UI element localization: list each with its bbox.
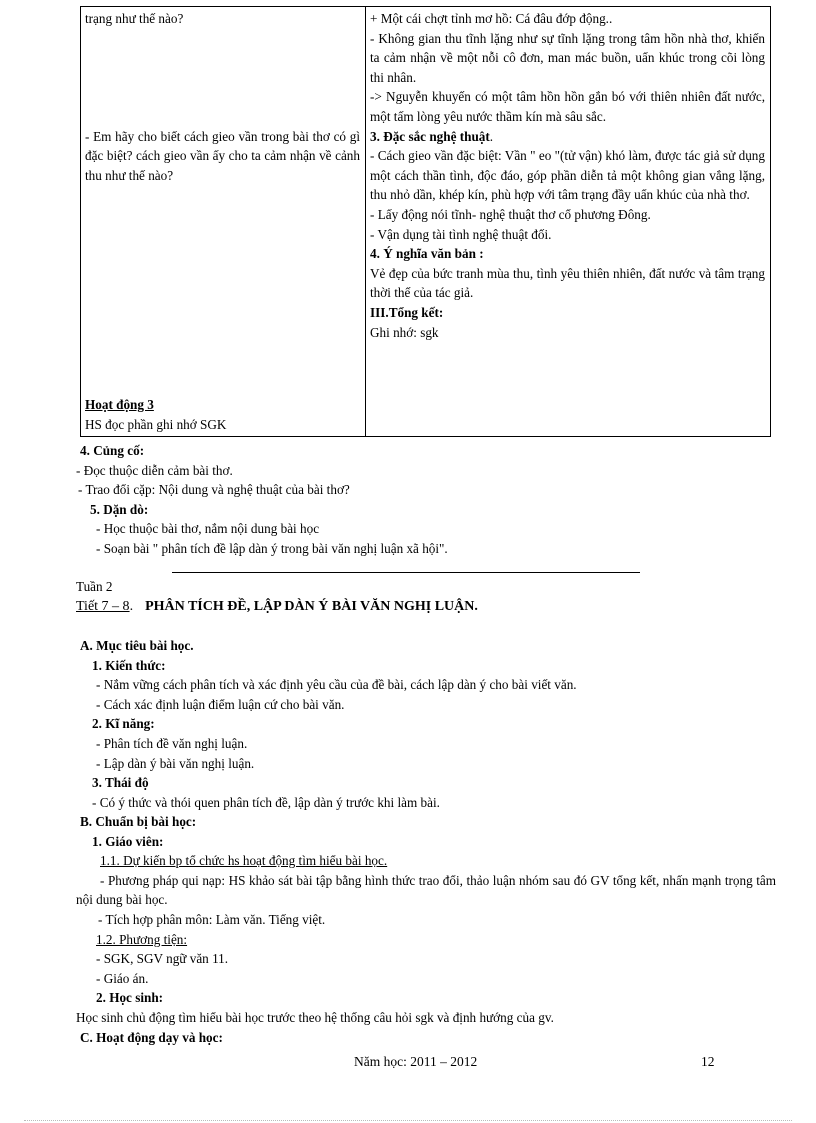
content-line: - Vận dụng tài tình nghệ thuật đối. <box>370 226 552 242</box>
lesson-header <box>76 577 478 616</box>
homework-item: - Học thuộc bài thơ, nắm nội dung bài học <box>96 521 320 537</box>
homework-heading: 5. Dặn dò: <box>90 501 149 517</box>
teacher-heading: 1. Giáo viên: <box>92 833 164 849</box>
section-a-heading: A. Mục tiêu bài học. <box>80 638 194 653</box>
activity-text: HS đọc phần ghi nhớ SGK <box>85 416 227 432</box>
teacher-paragraph: - Tích hợp phân môn: Làm văn. Tiếng việt. <box>98 911 326 927</box>
content-column <box>366 7 771 437</box>
teacher-subheading: 1.1. Dự kiến bp tổ chức hs hoạt động tìm hiểu bài học. <box>100 853 388 869</box>
content-line: - Cách gieo vần đặc biệt: Vần " eo "(tử vận) khó làm, được tác giả sử dụng một cách thần tình, độc đáo, góp phần diễn tả một không gian vắng lặng, thu nhỏ dần, khép kín, phù hợp với tâm trạng đầy uẩn khúc của nhà thơ. <box>370 148 765 203</box>
attitude-heading: 3. Thái độ <box>92 775 149 791</box>
knowledge-heading: 1. Kiến thức: <box>92 657 166 673</box>
consolidation-section <box>76 441 448 559</box>
period-dot: . <box>129 598 134 614</box>
section-heading: III.Tổng kết: <box>370 304 444 320</box>
section-heading: 4. Ý nghĩa văn bản : <box>370 246 484 262</box>
content-line: Vẻ đẹp của bức tranh mùa thu, tình yêu thiên nhiên, đất nước và tâm trạng thời thế của tác giả. <box>370 265 765 301</box>
teacher-column <box>81 7 366 437</box>
footer-page-number: 12 <box>701 1054 715 1069</box>
content-line: Ghi nhớ: sgk <box>370 324 439 340</box>
heading-dot: . <box>489 128 494 144</box>
consolidation-item: - Trao đổi cặp: Nội dung và nghệ thuật của bài thơ? <box>78 482 350 498</box>
student-heading: 2. Học sinh: <box>96 990 164 1006</box>
content-line: -> Nguyễn khuyến có một tâm hồn hồn gắn bó với thiên nhiên đất nước, một tấm lòng yêu nước thầm kín mà sâu sắc. <box>370 89 765 124</box>
activity-heading: Hoạt động 3 <box>85 397 154 413</box>
table-row <box>81 7 771 437</box>
lesson-title: PHÂN TÍCH ĐỀ, LẬP DÀN Ý BÀI VĂN NGHỊ LUẬN. <box>145 598 478 614</box>
student-text: Học sinh chủ động tìm hiểu bài học trước theo hệ thống câu hỏi sgk và định hướng của gv. <box>76 1009 554 1025</box>
section-b <box>76 812 776 1047</box>
teacher-subheading: 1.2. Phương tiện: <box>96 931 188 947</box>
question-2: - Em hãy cho biết cách gieo vần trong bài thơ có gì đặc biệt? cách gieo vần ấy cho ta cảm nhận về cảnh thu như thế nào? <box>85 128 360 183</box>
week-label: Tuần 2 <box>76 579 113 594</box>
section-b-heading: B. Chuẩn bị bài học: <box>80 814 197 829</box>
divider <box>172 572 640 573</box>
knowledge-item: - Cách xác định luận điểm luận cứ cho bài văn. <box>96 696 345 712</box>
footer-school-year: Năm học: 2011 – 2012 <box>354 1054 478 1069</box>
section-heading: 3. Đặc sắc nghệ thuật <box>370 128 490 144</box>
content-line: - Không gian thu tĩnh lặng như sự tĩnh lặng trong tâm hồn nhà thơ, khiến ta cảm nhận về một nỗi cô đơn, man mác buồn, uẩn khúc trong cõi lòng thi nhân. <box>370 30 765 85</box>
skills-heading: 2. Kĩ năng: <box>92 716 155 732</box>
homework-item: - Soạn bài " phân tích đề lập dàn ý trong bài văn nghị luận xã hội". <box>96 540 448 556</box>
equipment-item: - SGK, SGV ngữ văn 11. <box>96 951 229 967</box>
skills-item: - Lập dàn ý bài văn nghị luận. <box>96 755 255 771</box>
consolidation-item: - Đọc thuộc diễn cảm bài thơ. <box>76 462 233 478</box>
section-a <box>80 636 577 812</box>
equipment-item: - Giáo án. <box>96 970 149 986</box>
lesson-table <box>80 6 771 437</box>
question-1: trạng như thế nào? <box>85 11 184 26</box>
attitude-item: - Có ý thức và thói quen phân tích đề, lập dàn ý trước khi làm bài. <box>92 794 440 810</box>
lesson-period: Tiết 7 – 8 <box>76 598 130 614</box>
section-c-heading: C. Hoạt động dạy và học: <box>80 1029 223 1045</box>
page-edge <box>24 1120 792 1121</box>
consolidation-heading: 4. Củng cố: <box>80 443 145 458</box>
teacher-paragraph: - Phương pháp qui nạp: HS khảo sát bài tập bằng hình thức trao đổi, thảo luận nhóm sau đó GV tổng kết, nhấn mạnh trọng tâm nội dung bài học. <box>76 872 776 908</box>
content-line: + Một cái chợt tỉnh mơ hồ: Cá đâu đớp động.. <box>370 11 613 26</box>
knowledge-item: - Nắm vững cách phân tích và xác định yêu cầu của đề bài, cách lập dàn ý cho bài viết văn. <box>96 677 577 693</box>
content-line: - Lấy động nói tĩnh- nghệ thuật thơ cổ phương Đông. <box>370 206 651 222</box>
skills-item: - Phân tích đề văn nghị luận. <box>96 735 248 751</box>
